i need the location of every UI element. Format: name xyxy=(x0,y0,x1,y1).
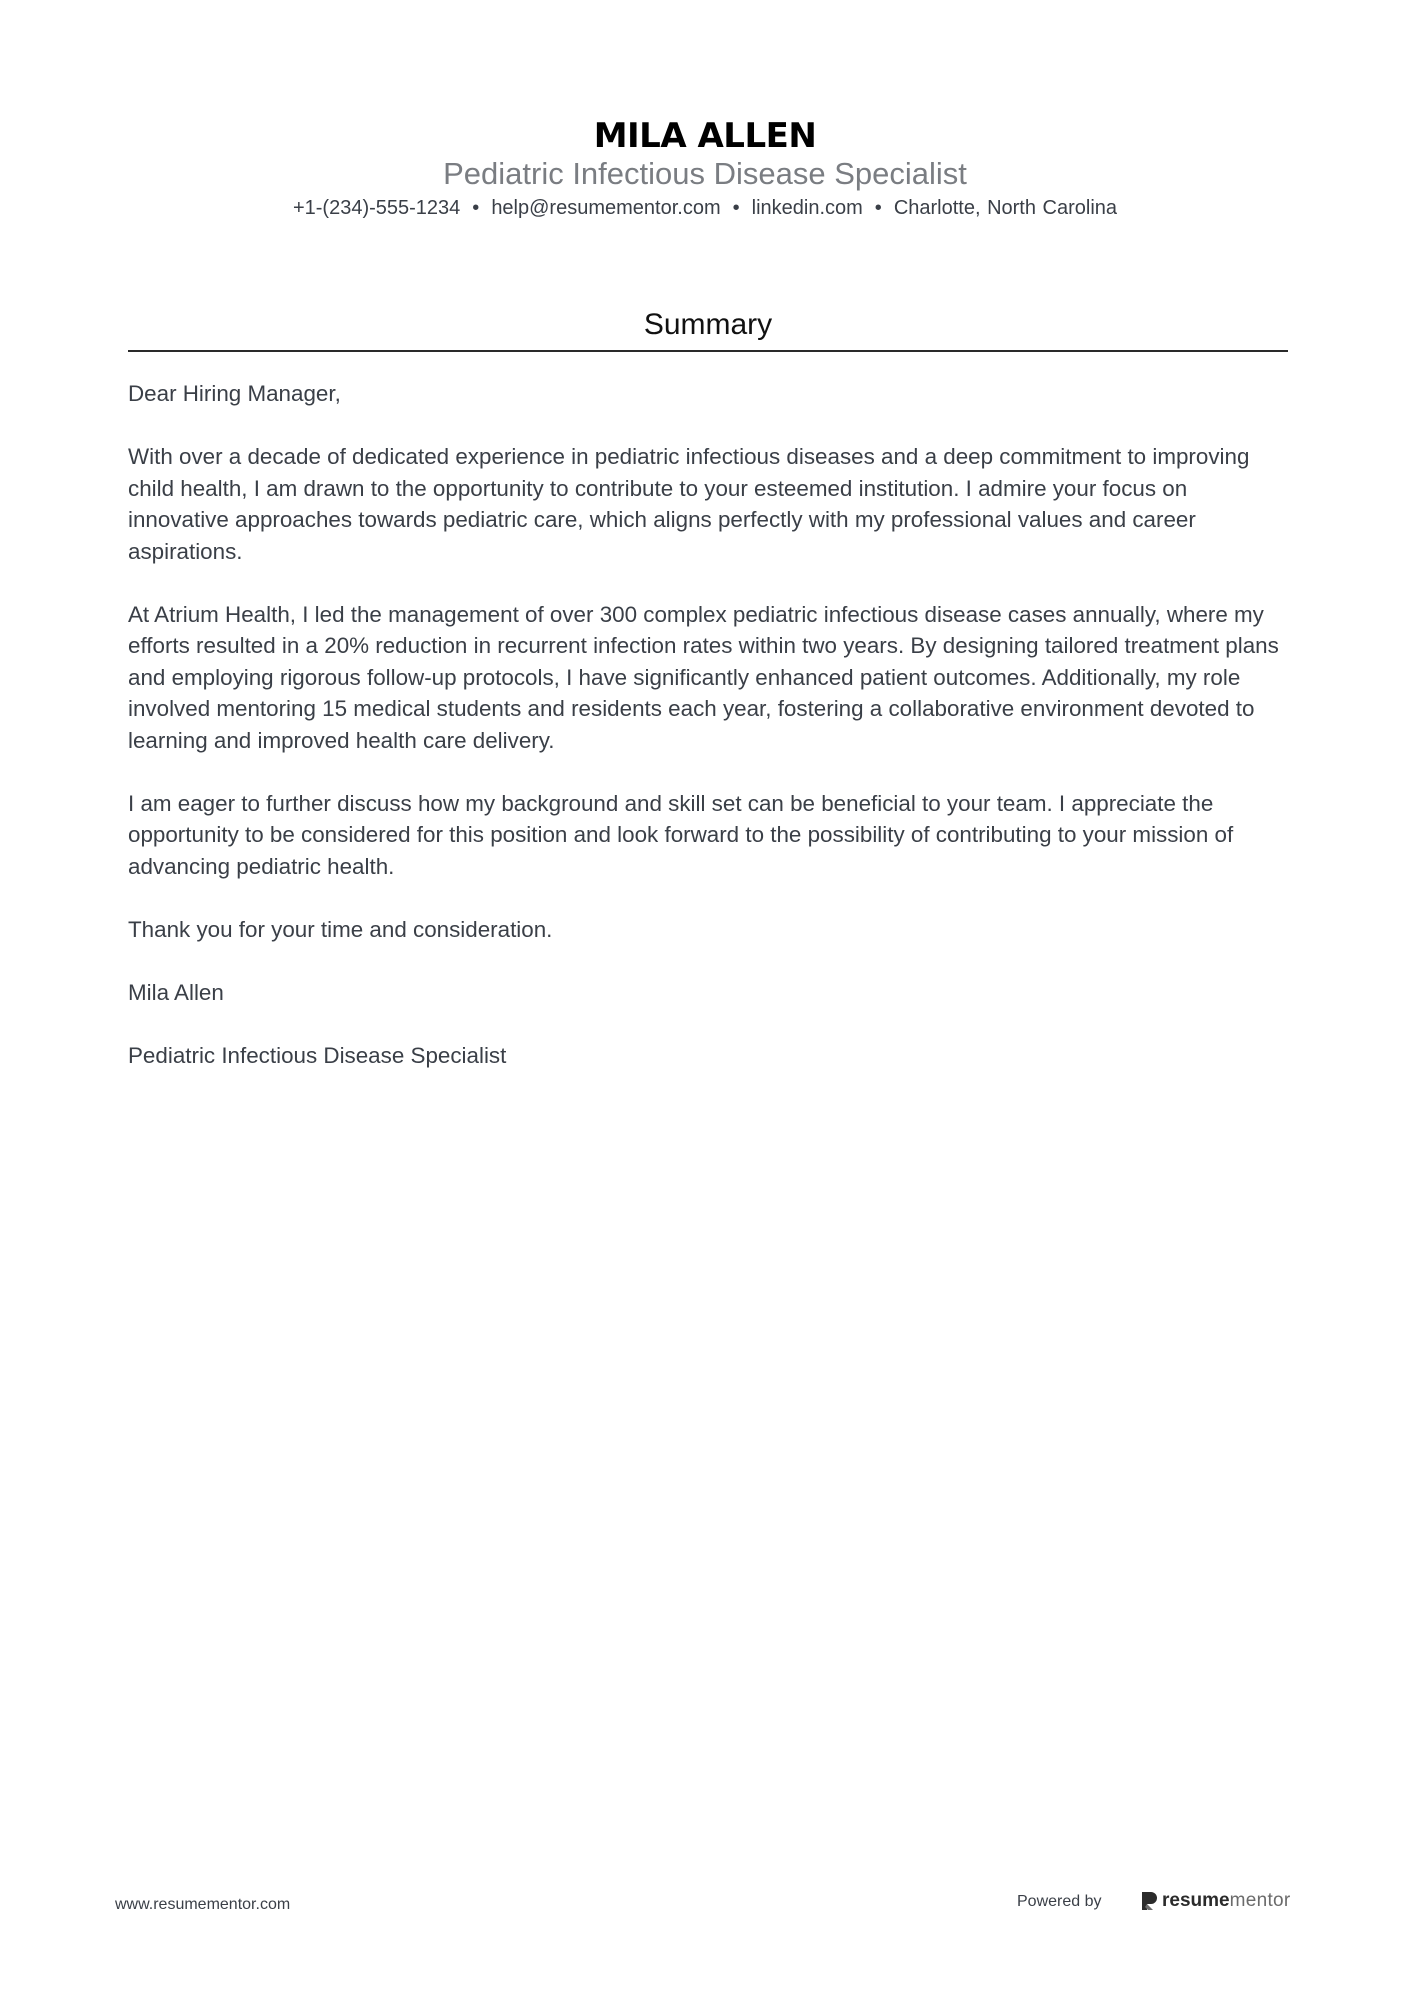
contact-separator: • xyxy=(732,197,740,219)
letter-header xyxy=(0,112,1410,222)
letter-paragraph: At Atrium Health, I led the management of over 300 complex pediatric infectious disease cases annually, where my efforts resulted in a 20% reduction in recurrent infection rates within two years. By designing tailored treatment plans and employing rigorous follow-up protocols, I have significantly enhanced patient outcomes. Additionally, my role involved mentoring 15 medical students and residents each year, fostering a collaborative environment devoted to learning and improved health care delivery. xyxy=(128,601,1279,753)
section-title: Summary xyxy=(643,308,773,341)
powered-by-label: Powered by xyxy=(1017,1893,1102,1910)
contact-separator: • xyxy=(874,197,882,219)
contact-phone: +1-(234)-555-1234 xyxy=(292,197,461,219)
brand-text-bold: resume xyxy=(1162,1890,1230,1911)
applicant-title: Pediatric Infectious Disease Specialist xyxy=(443,156,967,191)
section-divider xyxy=(128,350,1288,352)
applicant-name: MILA ALLEN xyxy=(593,116,817,156)
brand-text-light: mentor xyxy=(1229,1890,1291,1911)
contact-linkedin[interactable]: linkedin.com xyxy=(751,197,863,219)
letter-salutation: Dear Hiring Manager, xyxy=(128,381,341,406)
contact-email[interactable]: help@resumementor.com xyxy=(491,197,721,219)
letter-closing: Thank you for your time and consideration. xyxy=(128,916,553,942)
contact-separator: • xyxy=(472,197,480,219)
letter-paragraph: With over a decade of dedicated experience in pediatric infectious diseases and a deep commitment to improving child health, I am drawn to the opportunity to contribute to your esteemed institution. I admire your focus on innovative approaches towards pediatric care, which aligns perfectly with my professional values and career aspirations. xyxy=(128,444,1250,564)
letter-paragraph: I am eager to further discuss how my background and skill set can be beneficial to your team. I appreciate the opportunity to be considered for this position and look forward to the possibility of contributing to your mission of advancing pediatric health. xyxy=(128,790,1234,879)
letter-signature-title: Pediatric Infectious Disease Specialist xyxy=(128,1042,507,1068)
letter-body xyxy=(128,378,1293,1103)
resumementor-logo[interactable] xyxy=(1140,1886,1291,1916)
letter-signature-name: Mila Allen xyxy=(128,979,224,1005)
resumementor-logo-icon xyxy=(1140,1890,1158,1912)
contact-location: Charlotte, North Carolina xyxy=(893,197,1118,219)
contact-line xyxy=(0,194,1410,222)
footer-website[interactable]: www.resumementor.com xyxy=(115,1896,291,1913)
